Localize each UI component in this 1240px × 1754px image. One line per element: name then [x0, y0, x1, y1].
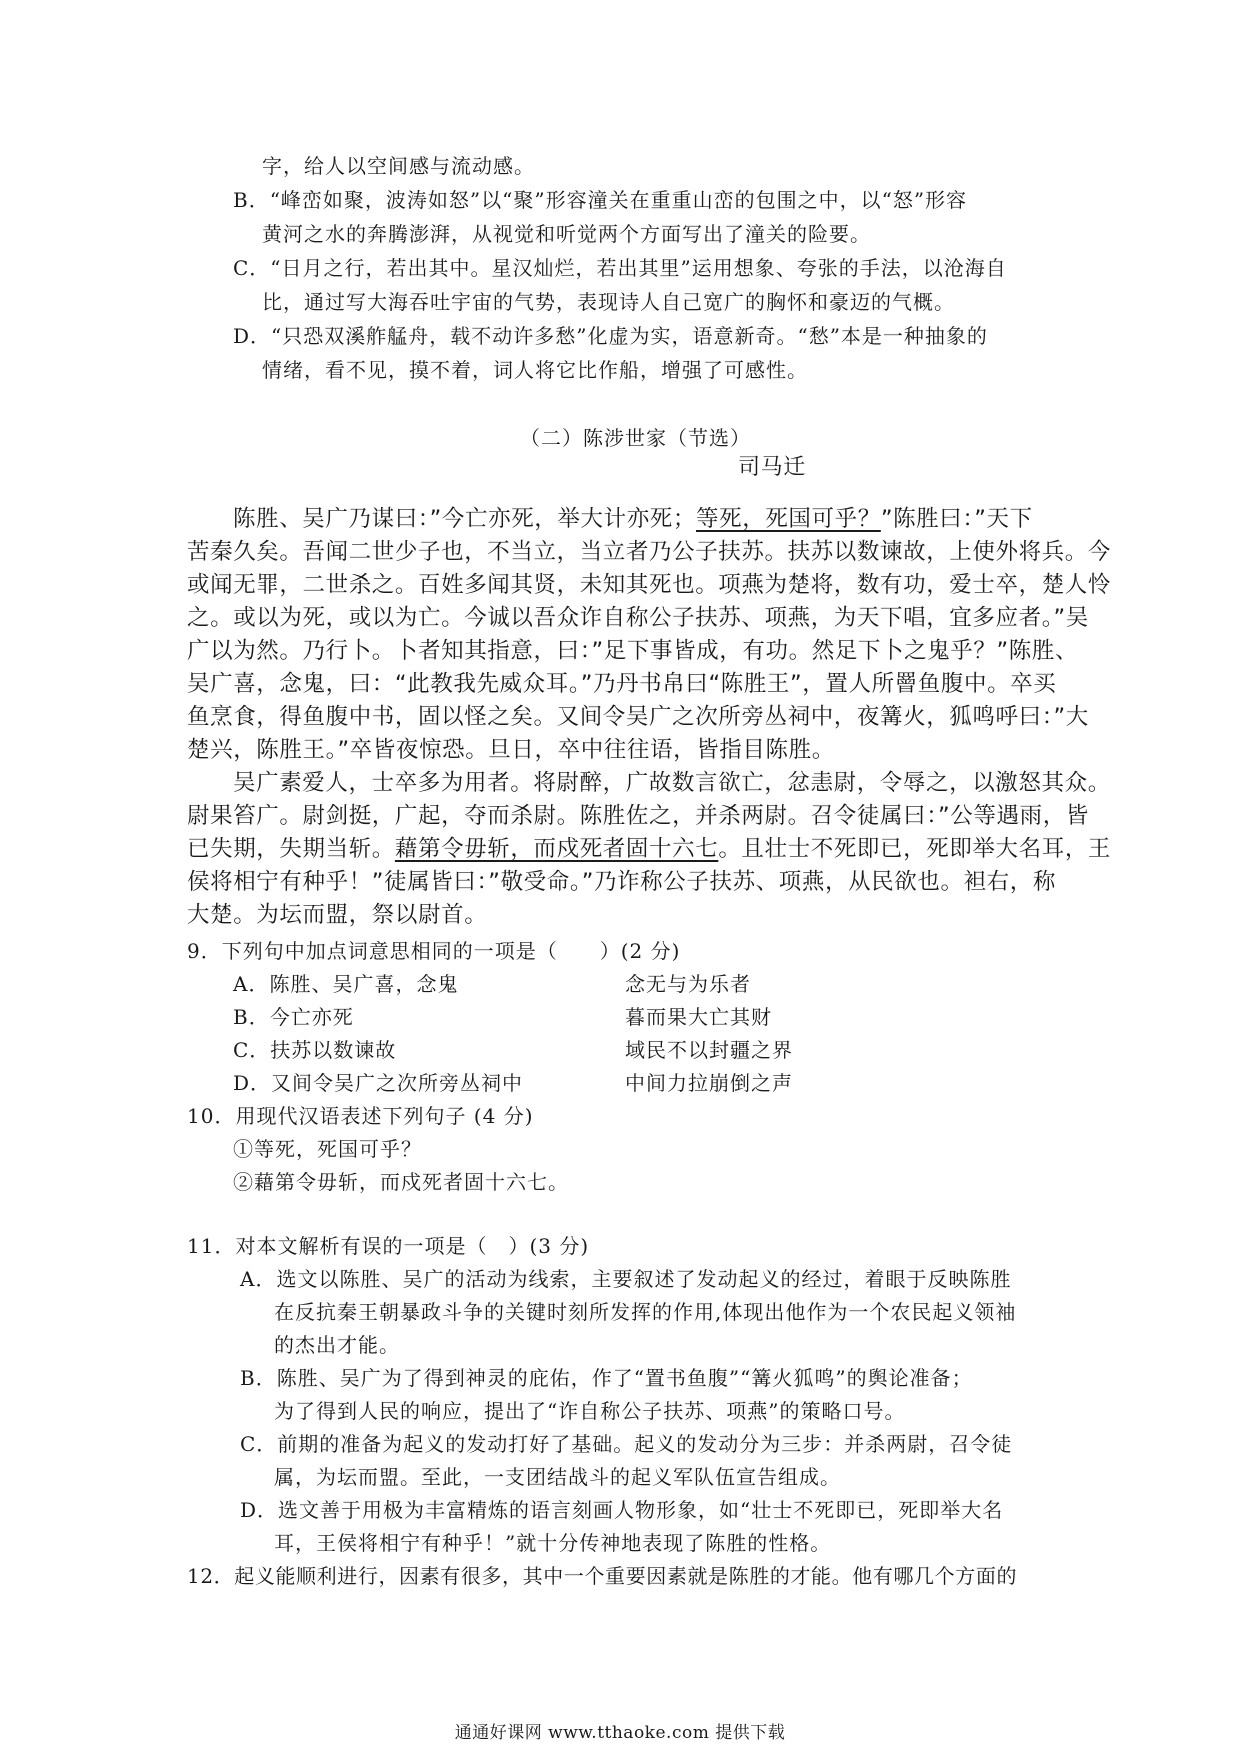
- q11-option-c-line2: 属，为坛而盟。至此，一支团结战斗的起义军队伍宣告组成。: [274, 1465, 841, 1489]
- q9-option-d-compare: 中间力拉崩倒之声: [625, 1071, 793, 1095]
- passage-p1-line6: 吴广喜，念鬼，曰：“此教我先威众耳。”乃丹书帛曰“陈胜王”，置人所罾鱼腹中。卒买: [187, 671, 1057, 697]
- q8-option-b-line1: B．“峰峦如聚，波涛如怒”以“聚”形容潼关在重重山峦的包围之中，以“怒”形容: [233, 188, 968, 212]
- q10-stem: 10．用现代汉语表述下列句子 (4 分): [187, 1104, 534, 1128]
- q8-option-a-tail: 字，给人以空间感与流动感。: [262, 154, 535, 178]
- q9-option-b-compare: 暮而果大亡其财: [625, 1005, 772, 1029]
- q9-option-c-compare: 域民不以封疆之界: [625, 1038, 793, 1062]
- passage-p2-line4: 侯将相宁有种乎！”徒属皆曰：”敬受命。”乃诈称公子扶苏、项燕，从民欲也。袒右，称: [187, 869, 1056, 895]
- q11-option-b-line2: 为了得到人民的响应，提出了“诈自称公子扶苏、项燕”的策略口号。: [274, 1399, 906, 1423]
- passage-p2-line1: 吴广素爱人，士卒多为用者。将尉醉，广故数言欲亡，忿恚尉，令辱之，以激怒其众。: [233, 770, 1111, 796]
- q11-option-d-line2: 耳，王侯将相宁有种乎！”就十分传神地表现了陈胜的性格。: [274, 1531, 832, 1555]
- q8-option-c-line1: C．“日月之行，若出其中。星汉灿烂，若出其里”运用想象、夸张的手法，以沧海自: [233, 256, 1007, 280]
- section-author: 司马迁: [738, 455, 806, 480]
- q8-option-c-line2: 比，通过写大海吞吐宇宙的气势，表现诗人自己宽广的胸怀和豪迈的气概。: [262, 290, 955, 314]
- underlined-sentence-1: 等死，死国可乎？: [696, 506, 881, 532]
- passage-p1-line1: 陈胜、吴广乃谋曰：”今亡亦死，举大计亦死；等死，死国可乎？”陈胜曰：”天下: [233, 506, 1033, 532]
- footer-credit: 通通好课网 www.tthaoke.com 提供下载: [454, 1723, 786, 1743]
- q9-option-b: B．今亡亦死: [233, 1005, 354, 1029]
- passage-p2-line5: 大楚。为坛而盟，祭以尉首。: [187, 902, 488, 928]
- passage-p1-line5: 广以为然。乃行卜。卜者知其指意，曰：”足下事皆成，有功。然足下卜之鬼乎？”陈胜、: [187, 638, 1079, 664]
- passage-p2-line3: 已失期，失期当斩。藉第令毋斩，而戍死者固十六七。且壮士不死即已，死即举大名耳，王: [187, 836, 1112, 862]
- q11-option-c-line1: C．前期的准备为起义的发动打好了基础。起义的发动分为三步：并杀两尉，召令徒: [240, 1432, 1013, 1456]
- section-title: （二）陈涉世家（节选）: [520, 426, 751, 450]
- q11-option-a-line2: 在反抗秦王朝暴政斗争的关键时刻所发挥的作用,体现出他作为一个农民起义领袖: [274, 1300, 1017, 1324]
- q8-option-d-line1: D．“只恐双溪舴艋舟，载不动许多愁”化虚为实，语意新奇。“愁”本是一种抽象的: [233, 324, 988, 348]
- q11-option-b-line1: B．陈胜、吴广为了得到神灵的庇佑，作了“置书鱼腹”“篝火狐鸣”的舆论准备；: [240, 1366, 973, 1390]
- q8-option-b-line2: 黄河之水的奔腾澎湃，从视觉和听觉两个方面写出了潼关的险要。: [262, 222, 871, 246]
- q12-stem: 12．起义能顺利进行，因素有很多，其中一个重要因素就是陈胜的才能。他有哪几个方面的: [187, 1564, 1018, 1588]
- q11-option-a-line1: A．选文以陈胜、吴广的活动为线索，主要叙述了发动起义的经过，着眼于反映陈胜: [240, 1267, 1012, 1291]
- q11-stem: 11．对本文解析有误的一项是（ ）(3 分): [187, 1234, 590, 1258]
- passage-p1-line7: 鱼烹食，得鱼腹中书，固以怪之矣。又间令吴广之次所旁丛祠中，夜篝火，狐鸣呼曰：”大: [187, 704, 1089, 730]
- underlined-sentence-2: 藉第令毋斩，而戍死者固十六七: [394, 836, 719, 862]
- passage-p2-line2: 尉果笞广。尉剑挺，广起，夺而杀尉。陈胜佐之，并杀两尉。召令徒属曰：”公等遇雨，皆: [187, 803, 1089, 829]
- q10-sentence-2: ②藉第令毋斩，而戍死者固十六七。: [233, 1170, 569, 1194]
- q10-sentence-1: ①等死，死国可乎？: [233, 1137, 422, 1161]
- passage-p1-line3: 或闻无罪，二世杀之。百姓多闻其贤，未知其死也。项燕为楚将，数有功，爱士卒，楚人怜: [187, 572, 1112, 598]
- q8-option-d-line2: 情绪，看不见，摸不着，词人将它比作船，增强了可感性。: [262, 358, 808, 382]
- q11-option-a-line3: 的杰出才能。: [274, 1333, 400, 1357]
- passage-p1-line2: 苦秦久矣。吾闻二世少子也，不当立，当立者乃公子扶苏。扶苏以数谏故，上使外将兵。今: [187, 539, 1112, 565]
- passage-p1-line4: 之。或以为死，或以为亡。今诚以吾众诈自称公子扶苏、项燕，为天下唱，宜多应者。”吴: [187, 605, 1089, 631]
- passage-p1-line8: 楚兴，陈胜王。”卒皆夜惊恐。旦日，卒中往往语，皆指目陈胜。: [187, 737, 835, 763]
- q9-stem: 9．下列句中加点词意思相同的一项是（ ）(2 分): [187, 939, 681, 963]
- q11-option-d-line1: D．选文善于用极为丰富精炼的语言刻画人物形象，如“壮士不死即已，死即举大名: [240, 1498, 1004, 1522]
- q9-option-d: D．又间令吴广之次所旁丛祠中: [233, 1071, 524, 1095]
- q9-option-a-compare: 念无与为乐者: [625, 972, 751, 996]
- q9-option-c: C．扶苏以数谏故: [233, 1038, 397, 1062]
- q9-option-a: A．陈胜、吴广喜，念鬼: [233, 972, 459, 996]
